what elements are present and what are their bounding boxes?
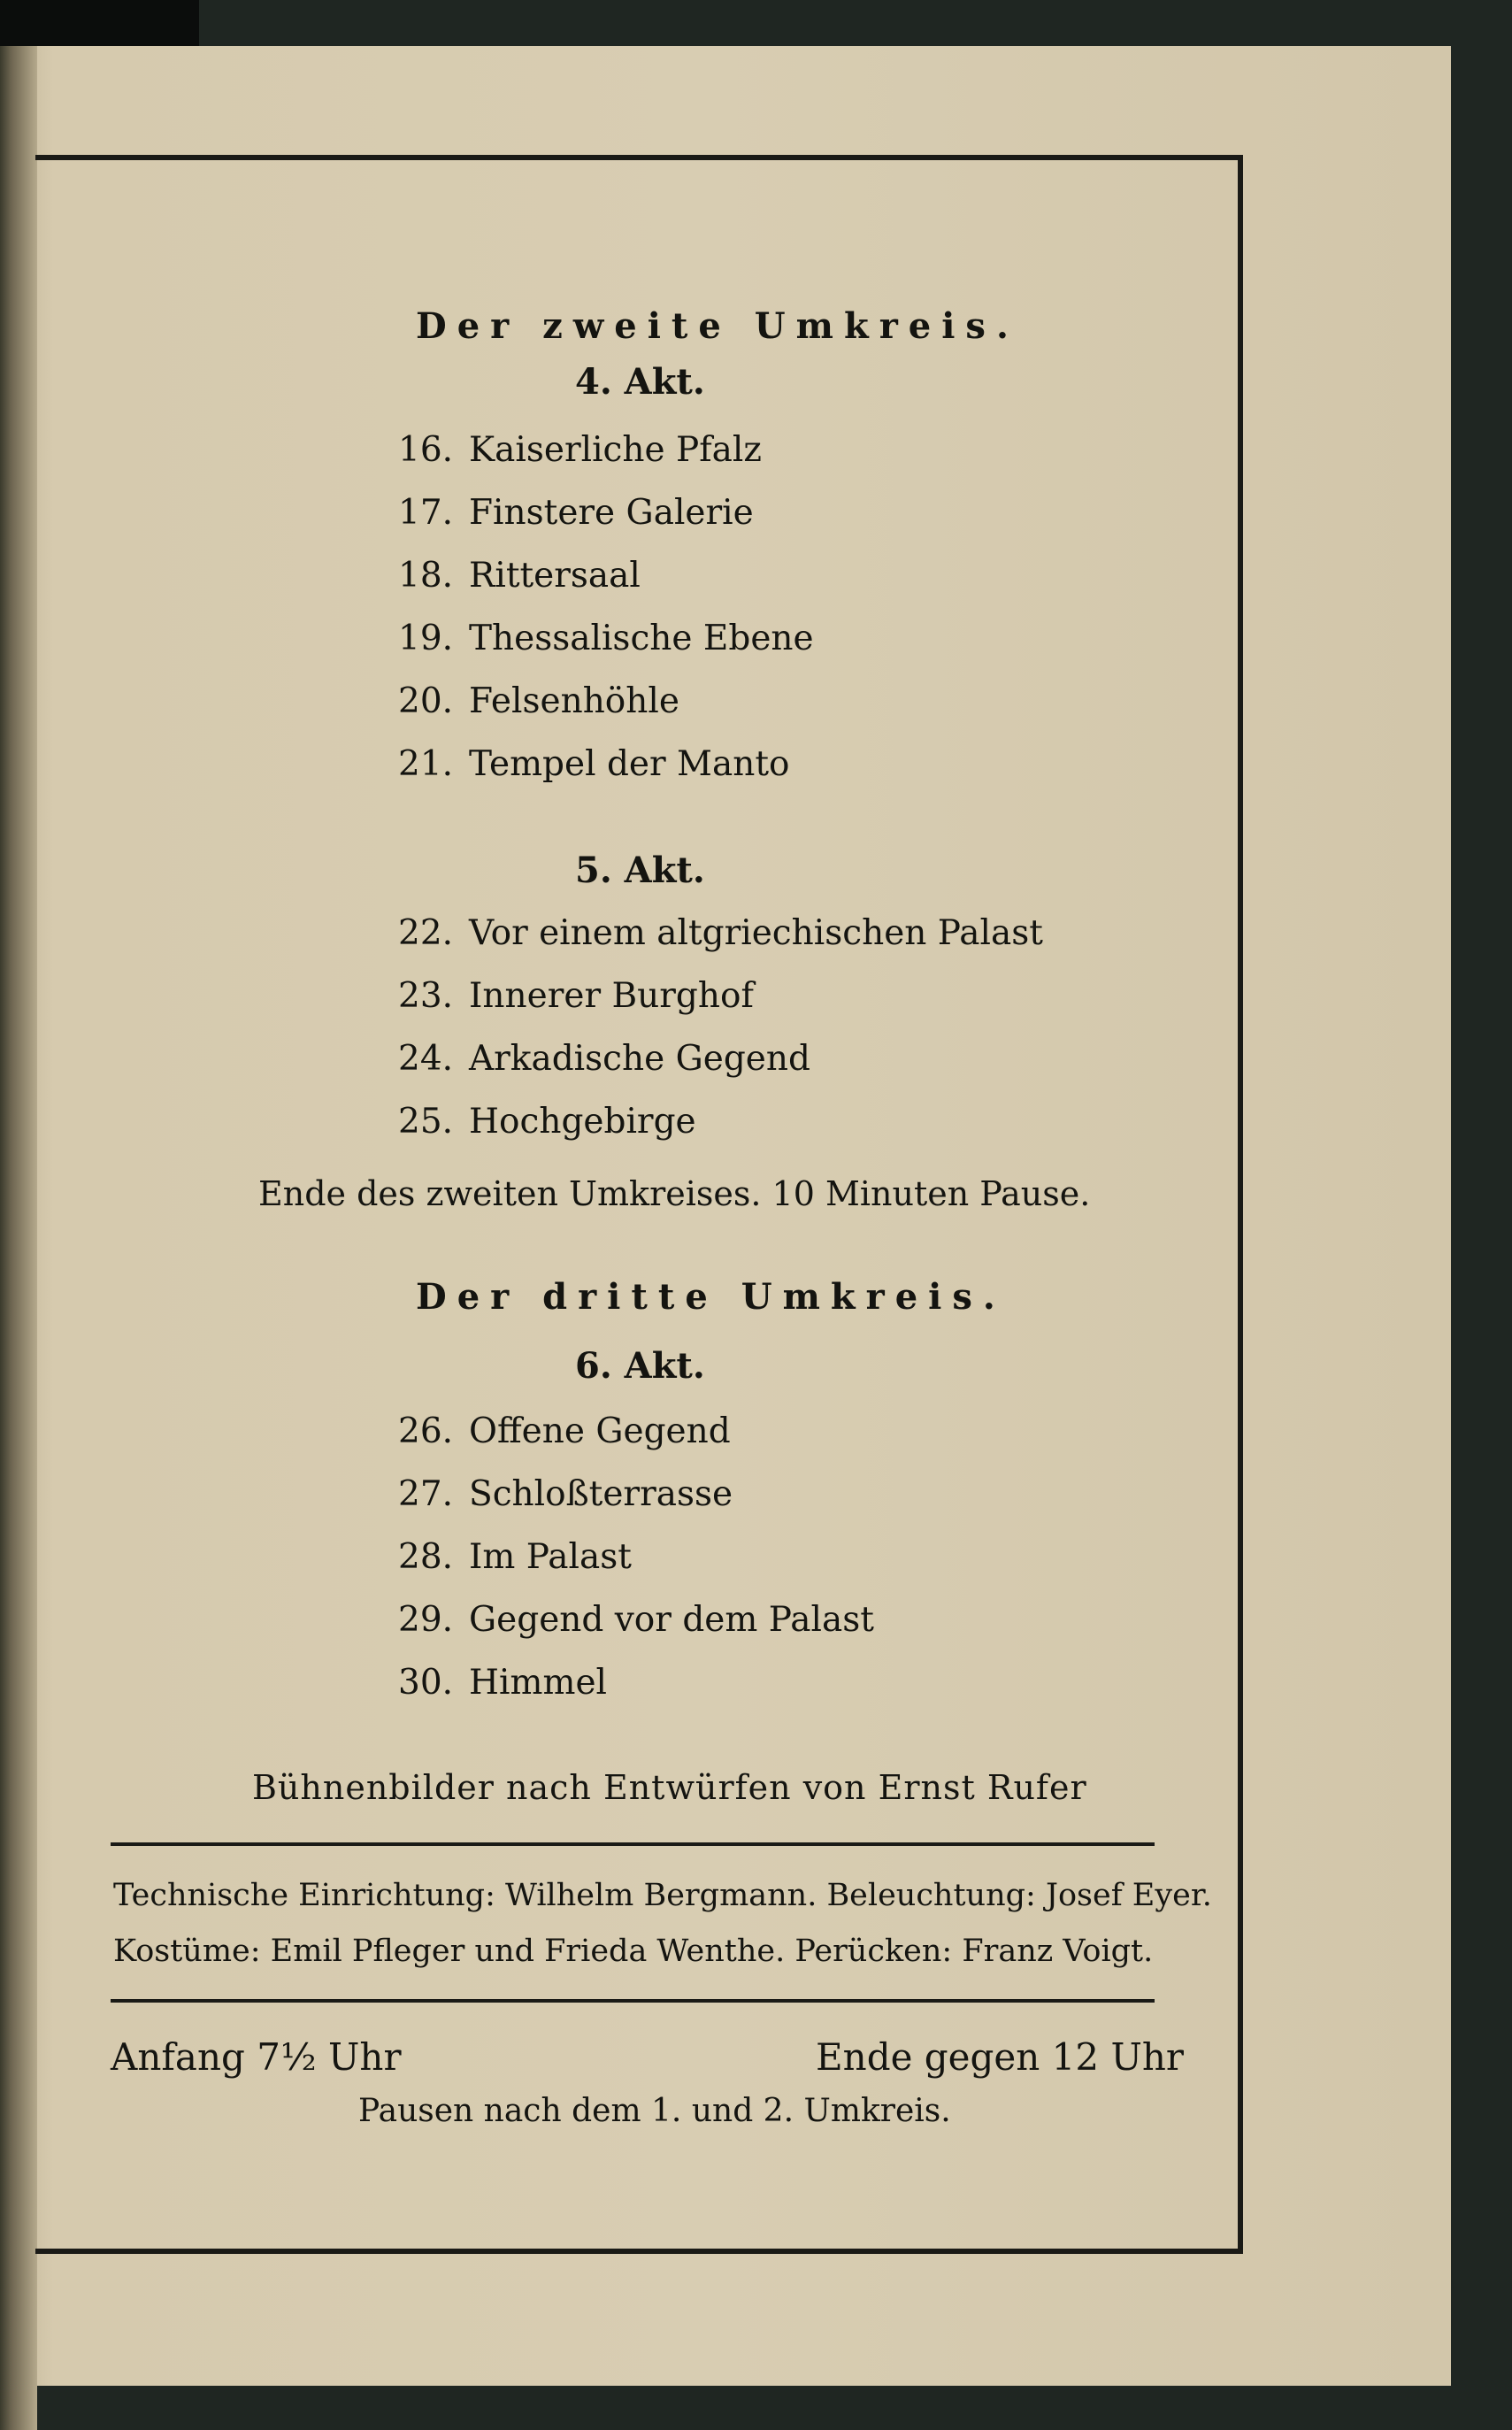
scene-item: 18. Rittersaal [398,556,641,596]
scene-item: 23. Innerer Burghof [398,976,754,1016]
scene-item: 28. Im Palast [398,1537,632,1577]
scene-item: 26. Offene Gegend [398,1411,731,1451]
act-6-label: 6. Akt. [575,1345,705,1387]
divider-bottom [111,1999,1155,2003]
divider-top [111,1842,1155,1846]
scene-item: 30. Himmel [398,1663,607,1703]
scene-item: 19. Thessalische Ebene [398,619,814,658]
end-time: Ende gegen 12 Uhr [816,2035,1185,2079]
scene-item: 21. Tempel der Manto [398,744,790,784]
scan-edge [0,0,199,46]
pauses-note: Pausen nach dem 1. und 2. Umkreis. [358,2093,951,2129]
stage-design-credit: Bühnenbilder nach Entwürfen von Ernst Rufer [252,1768,1087,1807]
act-4-label: 4. Akt. [575,361,705,403]
start-time: Anfang 7½ Uhr [111,2035,402,2079]
section-heading-2: Der zweite Umkreis. [416,305,1019,347]
scene-item: 25. Hochgebirge [398,1102,696,1142]
intermission-note: Ende des zweiten Umkreises. 10 Minuten Pause. [258,1174,1091,1213]
scene-item: 27. Schloßterrasse [398,1474,733,1514]
technical-credits: Technische Einrichtung: Wilhelm Bergmann. Beleuchtung: Josef Eyer. [113,1878,1212,1913]
book-spine [0,0,37,2430]
scene-item: 24. Arkadische Gegend [398,1039,810,1079]
scene-item: 20. Felsenhöhle [398,681,679,721]
scene-item: 16. Kaiserliche Pfalz [398,430,762,470]
scene-item: 29. Gegend vor dem Palast [398,1600,874,1640]
scene-item: 17. Finstere Galerie [398,493,754,533]
act-5-label: 5. Akt. [575,850,705,891]
scene-item: 22. Vor einem altgriechischen Palast [398,913,1043,953]
section-heading-3: Der dritte Umkreis. [416,1276,1006,1318]
costume-credits: Kostüme: Emil Pfleger und Frieda Wenthe. Perücken: Franz Voigt. [113,1934,1154,1969]
